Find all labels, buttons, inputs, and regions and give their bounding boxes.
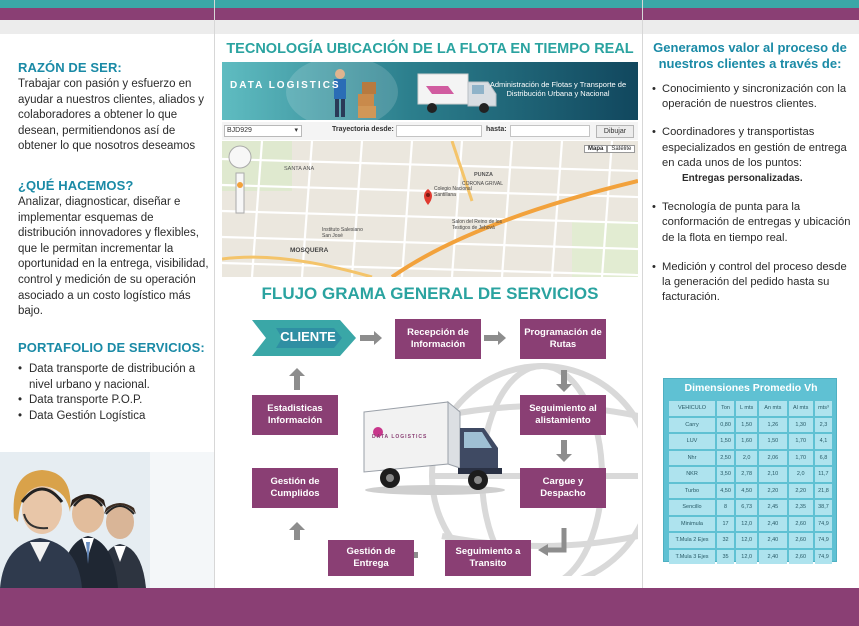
table-row — [669, 517, 832, 532]
table-cell: Turbo — [669, 484, 715, 499]
table-cell: 1,50 — [759, 434, 786, 449]
map-label: Instituto Salesiano San José — [322, 227, 363, 239]
table-row — [669, 434, 832, 449]
table-cell: Sencillo — [669, 500, 715, 515]
table-header-cell: L mts — [736, 401, 757, 416]
table-row — [669, 533, 832, 548]
map-label: Salon del Reino de los Testigos de Jehová — [452, 219, 503, 231]
list-item — [652, 125, 852, 186]
tracking-title: TECNOLOGÍA UBICACIÓN DE LA FLOTA EN TIEMPO REAL — [226, 41, 634, 57]
flow-step-cargue: Cargue y Despacho — [520, 468, 606, 508]
table-cell: 2,35 — [789, 500, 813, 515]
flow-step-seguimiento-alistamiento: Seguimiento al alistamiento — [520, 395, 606, 435]
flow-step-recepcion: Recepción de Información — [395, 319, 481, 359]
table-header-cell: An mts — [759, 401, 786, 416]
table-cell: 74,9 — [815, 517, 832, 532]
map-label: CORONA GRIVAL — [462, 181, 504, 187]
panel-divider — [642, 0, 643, 588]
table-cell: 21,8 — [815, 484, 832, 499]
vehicle-select-value: BJD929 — [227, 127, 252, 134]
table-cell: 2,60 — [789, 517, 813, 532]
table-cell: 2,10 — [759, 467, 786, 482]
table-cell: 2,0 — [789, 467, 813, 482]
table-cell: 2,60 — [789, 550, 813, 565]
hasta-label: hasta: — [486, 126, 507, 133]
table-cell: 6,73 — [736, 500, 757, 515]
table-cell: 1,60 — [736, 434, 757, 449]
desde-input[interactable] — [396, 125, 482, 137]
top-gray-bar — [0, 20, 859, 34]
portafolio-list — [18, 362, 212, 424]
razon-title: RAZÓN DE SER: — [18, 60, 122, 75]
table-cell: 32 — [717, 533, 734, 548]
table-cell: 12,0 — [736, 517, 757, 532]
arrow-up-icon — [289, 522, 305, 540]
table-cell: 12,0 — [736, 550, 757, 565]
list-item: • Medición y control del proceso desde la generación del pedido hasta su facturación. — [652, 260, 852, 306]
table-header-cell: Ton — [717, 401, 734, 416]
satellite-tab[interactable]: Satélite — [607, 145, 635, 153]
map-label: PUNZA — [474, 172, 493, 178]
table-cell: LUV — [669, 434, 715, 449]
table-cell: Nhr — [669, 451, 715, 466]
chevron-down-icon: ▾ — [294, 127, 298, 134]
dims-grid — [667, 399, 834, 566]
banner-logo: DATA LOGISTICS — [230, 80, 341, 91]
table-header-cell: mts³ — [815, 401, 832, 416]
table-cell: 2,06 — [759, 451, 786, 466]
table-cell: 6,8 — [815, 451, 832, 466]
table-cell: 2,60 — [789, 533, 813, 548]
table-cell: 2,40 — [759, 517, 786, 532]
table-cell: NKR — [669, 467, 715, 482]
vehicle-dimensions-table — [663, 378, 837, 562]
table-cell: 2,40 — [759, 533, 786, 548]
desde-label: Trayectoria desde: — [332, 126, 394, 133]
value-list — [652, 82, 852, 305]
delivery-truck-illustration — [360, 398, 510, 498]
map-label: MOSQUERA — [290, 247, 329, 254]
top-accent-bar — [0, 0, 859, 8]
arrow-right-icon — [360, 331, 382, 345]
panel-divider — [214, 0, 215, 588]
arrow-up-icon — [289, 368, 305, 390]
table-header-row — [669, 401, 832, 416]
right-title: Generamos valor al proceso de nuestros clientes a través de: — [653, 40, 847, 71]
table-row — [669, 500, 832, 515]
list-item: • Data Gestión Logística — [18, 409, 212, 425]
flow-step-seguimiento-transito: Seguimiento a Transito — [445, 540, 531, 576]
table-cell: 11,7 — [815, 467, 832, 482]
table-cell: 38,7 — [815, 500, 832, 515]
table-cell: 2,78 — [736, 467, 757, 482]
table-row — [669, 418, 832, 433]
table-cell: 1,26 — [759, 418, 786, 433]
table-row — [669, 451, 832, 466]
map-type-tabs — [584, 145, 635, 153]
table-row — [669, 484, 832, 499]
list-item: • Conocimiento y sincronización con la operación de nuestros clientes. — [652, 82, 852, 112]
bottom-brand-bar — [0, 588, 859, 626]
flow-step-estadisticas: Estadisticas Información — [252, 395, 338, 435]
vehicle-select[interactable] — [224, 125, 302, 137]
entregas-note: Entregas personalizadas. — [682, 173, 803, 185]
portafolio-title: PORTAFOLIO DE SERVICIOS: — [18, 340, 205, 355]
flow-step-gestion-entrega: Gestión de Entrega — [328, 540, 414, 576]
que-text: Analizar, diagnosticar, diseñar e implementar esquemas de distribución innovadores y flexibles, que le permitan incrementar la oportunidad en la entrega, visibilidad, control y medición de su operación asociado a un costo logístico más bajo. — [18, 196, 209, 318]
table-cell: 1,30 — [789, 418, 813, 433]
table-cell: 4,50 — [717, 484, 734, 499]
list-item: • Tecnología de punta para la conformación de entregas y ubicación de la flota en tiempo real. — [652, 200, 852, 246]
list-item: • Data transporte P.O.P. — [18, 393, 212, 409]
flow-step-gestion-cumplidos: Gestión de Cumplidos — [252, 468, 338, 508]
table-cell: 3,50 — [717, 467, 734, 482]
map-label: Colegio Nacional Santillana — [434, 186, 472, 198]
table-header-cell: Al mts — [789, 401, 813, 416]
table-cell: 74,9 — [815, 533, 832, 548]
table-cell: T.Mula 3 Ejes — [669, 550, 715, 565]
map-tab[interactable]: Mapa — [584, 145, 607, 153]
table-row — [669, 467, 832, 482]
table-cell: T.Mula 2 Ejes — [669, 533, 715, 548]
table-cell: 17 — [717, 517, 734, 532]
table-cell: 35 — [717, 550, 734, 565]
flow-title: FLUJO GRAMA GENERAL DE SERVICIOS — [261, 284, 599, 303]
tracking-banner — [222, 62, 638, 120]
table-cell: 0,80 — [717, 418, 734, 433]
table-cell: Carry — [669, 418, 715, 433]
draw-button[interactable]: Dibujar — [596, 125, 634, 138]
dims-title: Dimensiones Promedio Vh — [684, 382, 818, 394]
razon-section — [18, 60, 212, 155]
top-brand-bar — [0, 8, 859, 20]
cliente-label: CLIENTE — [280, 329, 336, 344]
list-item: • Data transporte de distribución a nivel urbano y nacional. — [18, 362, 212, 393]
table-cell: 1,50 — [736, 418, 757, 433]
que-title: ¿QUÉ HACEMOS? — [18, 178, 134, 193]
table-row — [669, 550, 832, 565]
table-cell: 2,20 — [789, 484, 813, 499]
razon-text: Trabajar con pasión y esfuerzo en ayudar a nuestros clientes, aliados y colaboradores a obtener lo que desean, permitiendonos así de obtener lo que nosotros deseamos — [18, 78, 205, 153]
table-cell: 4,1 — [815, 434, 832, 449]
arrow-right-icon — [484, 331, 506, 345]
call-center-photo — [0, 452, 214, 588]
hasta-input[interactable] — [510, 125, 590, 137]
que-section — [18, 178, 212, 320]
table-cell: 74,9 — [815, 550, 832, 565]
table-cell: 1,70 — [789, 434, 813, 449]
table-cell: 1,70 — [789, 451, 813, 466]
arrow-down-icon — [556, 440, 572, 462]
tracking-map[interactable] — [222, 141, 638, 277]
banner-tagline: Administración de Flotas y Transporte de Distribución Urbana y Nacional — [489, 80, 627, 98]
table-cell: 8 — [717, 500, 734, 515]
map-toolbar — [222, 122, 638, 140]
table-header-cell: VEHICULO — [669, 401, 715, 416]
list-item-text: Coordinadores y transportistas especializados en gestión de entrega en cada unos de los puntos: — [662, 126, 847, 169]
map-label: SANTA ANA — [284, 166, 315, 172]
table-cell: 2,45 — [759, 500, 786, 515]
table-cell: 2,3 — [815, 418, 832, 433]
table-cell: 2,20 — [759, 484, 786, 499]
table-cell: 12,0 — [736, 533, 757, 548]
table-cell: 4,50 — [736, 484, 757, 499]
cliente-node — [252, 318, 358, 358]
truck-logo: DATA LOGISTICS — [372, 434, 428, 440]
table-cell: 2,40 — [759, 550, 786, 565]
portafolio-section — [18, 340, 212, 424]
table-cell: 2,0 — [736, 451, 757, 466]
table-cell: Minimula — [669, 517, 715, 532]
flow-step-programacion: Programación de Rutas — [520, 319, 606, 359]
table-cell: 1,50 — [717, 434, 734, 449]
table-cell: 2,50 — [717, 451, 734, 466]
